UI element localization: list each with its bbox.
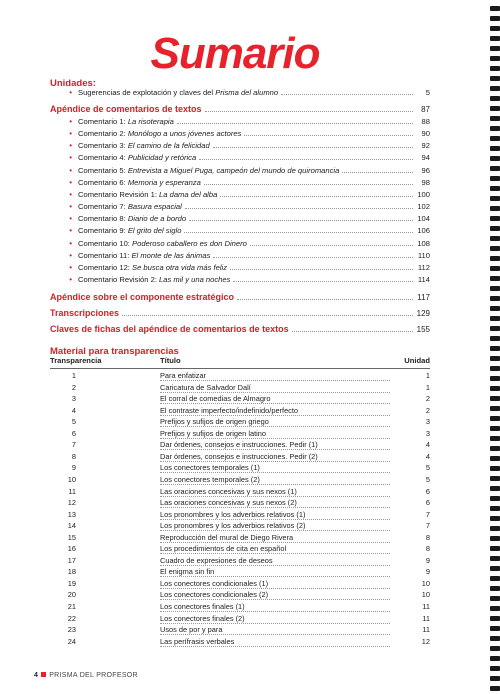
section-heading: Claves de fichas del apéndice de comentarios de textos xyxy=(50,324,289,334)
spiral-ring xyxy=(490,306,500,311)
toc-entry-label: Comentario 3: xyxy=(78,141,128,151)
unidades-heading: Unidades: xyxy=(50,78,96,89)
transparencia-number: 12 xyxy=(67,498,76,508)
transparencia-number: 9 xyxy=(71,463,76,473)
transparencia-unidad: 12 xyxy=(421,636,430,646)
transparencia-title: Prefijos y sufijos de origen griego xyxy=(160,417,269,427)
spiral-ring xyxy=(490,266,500,271)
toc-entry-italic: El grito del siglo xyxy=(127,226,182,236)
toc-entry-italic: Se busca otra vida más feliz xyxy=(132,262,227,272)
spiral-ring xyxy=(490,136,500,141)
transparencia-unidad: 2 xyxy=(425,394,430,404)
toc-entry-italic: Prisma del alumno xyxy=(215,88,279,97)
leader-dots xyxy=(122,315,413,316)
section-heading: Transcripciones xyxy=(50,308,120,318)
spiral-ring xyxy=(490,416,500,421)
leader-dots xyxy=(281,94,413,95)
toc-entry-comentario[interactable] xyxy=(50,224,430,236)
spiral-ring xyxy=(490,66,500,71)
table-row[interactable] xyxy=(50,566,430,577)
spiral-ring xyxy=(490,556,500,561)
bullet-icon: • xyxy=(69,262,72,272)
transparencia-title: Caricatura de Salvador Dalí xyxy=(160,382,251,392)
toc-entry-label: Comentario 12: xyxy=(78,262,133,272)
bullet-icon: • xyxy=(69,177,72,187)
toc-entry-label: Comentario 9: xyxy=(78,226,128,236)
toc-page-number: 110 xyxy=(417,250,430,260)
toc-page-number: 88 xyxy=(421,117,430,126)
toc-page-number: 5 xyxy=(425,88,430,97)
toc-entry-label: Comentario 1: xyxy=(78,117,128,126)
section-heading: Apéndice sobre el componente estratégico xyxy=(50,292,235,302)
transparencia-unidad: 3 xyxy=(425,428,430,438)
spiral-ring xyxy=(490,616,500,621)
bullet-icon: • xyxy=(69,250,72,260)
transparencia-number: 17 xyxy=(67,555,76,565)
toc-page-number: 92 xyxy=(421,141,430,151)
leader-dots xyxy=(292,331,413,332)
transparencia-unidad: 10 xyxy=(421,578,430,588)
toc-entry-comentario[interactable] xyxy=(50,151,430,163)
bullet-icon: • xyxy=(69,226,72,236)
spiral-ring xyxy=(490,106,500,111)
transparencia-number: 1 xyxy=(71,371,76,380)
transparencia-number: 19 xyxy=(67,578,76,588)
transparencia-number: 11 xyxy=(68,486,76,496)
transparencia-number: 18 xyxy=(67,567,76,577)
spiral-ring xyxy=(490,156,500,161)
toc-page-number: 106 xyxy=(417,226,430,236)
toc-entry-comentario[interactable] xyxy=(50,249,430,261)
spiral-ring xyxy=(490,426,500,431)
footer-page-number: 4 xyxy=(34,672,39,679)
bullet-icon: • xyxy=(69,202,72,212)
transparencia-title: El corral de comedias de Almagro xyxy=(160,394,271,404)
table-row[interactable] xyxy=(50,405,430,416)
leader-dots xyxy=(184,232,413,233)
toc-entry-label: Comentario 2: xyxy=(78,129,128,139)
spiral-ring xyxy=(490,356,500,361)
spiral-binding xyxy=(486,0,500,694)
toc-section[interactable] xyxy=(50,323,430,335)
transparencia-number: 6 xyxy=(71,428,76,438)
spiral-ring xyxy=(490,496,500,501)
spiral-ring xyxy=(490,36,500,41)
toc-entry-italic: La dama del alba xyxy=(159,189,218,199)
spiral-ring xyxy=(490,386,500,391)
transparencia-unidad: 10 xyxy=(421,590,430,600)
toc-entry-italic: Las mil y una noches xyxy=(159,274,231,284)
leader-dots xyxy=(185,208,413,209)
spiral-ring xyxy=(490,76,500,81)
leader-dots xyxy=(204,184,413,185)
transparencia-number: 15 xyxy=(67,532,76,542)
transparencia-number: 2 xyxy=(71,382,76,392)
spiral-ring xyxy=(490,596,500,601)
spiral-ring xyxy=(490,466,500,471)
spiral-ring xyxy=(490,476,500,481)
table-row[interactable] xyxy=(50,462,430,473)
table-row[interactable] xyxy=(50,520,430,531)
transparencia-unidad: 4 xyxy=(425,451,430,461)
toc-entry-label: Comentario 4: xyxy=(78,153,128,163)
transparencia-title: El enigma sin fin xyxy=(160,567,215,577)
toc-entry-comentario[interactable] xyxy=(50,273,430,285)
toc-entry-comentario[interactable] xyxy=(50,188,430,200)
toc-section[interactable] xyxy=(50,307,430,319)
toc-entry-comentario[interactable] xyxy=(50,164,430,176)
table-row[interactable] xyxy=(50,509,430,520)
spiral-ring xyxy=(490,646,500,651)
toc-page-number: 114 xyxy=(417,274,430,284)
transparencia-number: 4 xyxy=(71,405,76,415)
leader-dots xyxy=(250,245,413,246)
toc-entry-italic: El camino de la felicidad xyxy=(127,141,210,151)
transparencia-number: 22 xyxy=(67,613,76,623)
toc-page-number: 90 xyxy=(421,129,430,139)
transparencia-unidad: 11 xyxy=(422,613,430,623)
leader-dots xyxy=(244,135,413,136)
transparencia-unidad: 7 xyxy=(425,521,430,531)
spiral-ring xyxy=(490,286,500,291)
transparencia-number: 23 xyxy=(67,625,76,635)
leader-dots xyxy=(342,172,413,173)
spiral-ring xyxy=(490,196,500,201)
table-row[interactable] xyxy=(50,543,430,554)
spiral-ring xyxy=(490,246,500,251)
col-titulo: Título xyxy=(160,356,181,365)
transparencia-title: Los conectores finales (1) xyxy=(160,602,245,611)
transparencia-unidad: 4 xyxy=(425,440,430,450)
spiral-ring xyxy=(490,546,500,551)
toc-page-number: 104 xyxy=(417,214,430,224)
table-row[interactable] xyxy=(50,370,430,381)
table-row[interactable] xyxy=(50,393,430,404)
toc-entry-unidades[interactable] xyxy=(50,86,430,98)
spiral-ring xyxy=(490,376,500,381)
toc-entry-italic: Diario de a bordo xyxy=(127,214,187,224)
toc-entry-comentario[interactable] xyxy=(50,200,430,212)
spiral-ring xyxy=(490,316,500,321)
toc-entry-comentario[interactable] xyxy=(50,237,430,249)
table-row[interactable] xyxy=(50,439,430,450)
spiral-ring xyxy=(490,396,500,401)
spiral-ring xyxy=(490,96,500,101)
spiral-ring xyxy=(490,676,500,681)
bullet-icon: • xyxy=(69,165,72,175)
toc-entry-italic: Memoria y esperanza xyxy=(127,177,201,187)
spiral-ring xyxy=(490,116,500,121)
transparencia-unidad: 6 xyxy=(425,486,430,496)
transparencia-unidad: 8 xyxy=(425,544,430,554)
toc-entry-label: Comentario 7: xyxy=(78,202,128,212)
footer-text: PRISMA DEL PROFESOR xyxy=(49,672,138,679)
spiral-ring xyxy=(490,536,500,541)
leader-dots xyxy=(189,220,413,221)
transparencia-unidad: 9 xyxy=(425,567,430,577)
spiral-ring xyxy=(490,566,500,571)
spiral-ring xyxy=(490,666,500,671)
table-row[interactable] xyxy=(50,532,430,543)
transparencia-number: 7 xyxy=(71,440,76,450)
transparencia-title: Las perífrasis verbales xyxy=(160,636,235,646)
spiral-ring xyxy=(490,86,500,91)
toc-page-number: 102 xyxy=(417,202,430,212)
spiral-ring xyxy=(490,346,500,351)
spiral-ring xyxy=(490,176,500,181)
spiral-ring xyxy=(490,636,500,641)
spiral-ring xyxy=(490,576,500,581)
spiral-ring xyxy=(490,446,500,451)
toc-page-number: 155 xyxy=(416,325,430,334)
spiral-ring xyxy=(490,216,500,221)
spiral-ring xyxy=(490,256,500,261)
spiral-ring xyxy=(490,326,500,331)
table-row[interactable] xyxy=(50,451,430,462)
spiral-ring xyxy=(490,516,500,521)
transparencia-unidad: 5 xyxy=(425,474,430,484)
toc-entry-label: Comentario 6: xyxy=(78,177,128,187)
table-row[interactable] xyxy=(50,613,430,624)
toc-entry-label: Comentario Revisión 1: xyxy=(78,189,160,199)
transparencia-unidad: 3 xyxy=(425,417,430,427)
spiral-ring xyxy=(490,656,500,661)
bullet-icon: • xyxy=(69,274,72,284)
spiral-ring xyxy=(490,456,500,461)
spiral-ring xyxy=(490,686,500,691)
leader-dots xyxy=(205,111,413,112)
toc-entry-label: Comentario Revisión 2: xyxy=(78,274,160,284)
transparencia-number: 16 xyxy=(67,544,76,554)
toc-entry-italic: Entrevista a Miguel Puga, campeón del mundo de quiromancia xyxy=(127,165,340,175)
table-row[interactable] xyxy=(50,497,430,508)
transparencia-unidad: 9 xyxy=(425,555,430,565)
toc-section[interactable] xyxy=(50,291,430,303)
table-row[interactable] xyxy=(50,428,430,439)
spiral-ring xyxy=(490,486,500,491)
transparencia-title: Los conectores condicionales (2) xyxy=(160,590,269,600)
spiral-ring xyxy=(490,166,500,171)
table-row[interactable] xyxy=(50,382,430,393)
transparencia-title: Prefijos y sufijos de origen latino xyxy=(160,428,266,438)
table-row[interactable] xyxy=(50,486,430,497)
transparencia-unidad: 1 xyxy=(425,371,430,380)
spiral-ring xyxy=(490,46,500,51)
leader-dots xyxy=(213,147,413,148)
toc-page-number: 129 xyxy=(416,309,430,318)
transparencia-title: Los conectores condicionales (1) xyxy=(160,578,269,588)
toc-entry-comentario[interactable] xyxy=(50,176,430,188)
transparencia-title: Cuadro de expresiones de deseos xyxy=(160,555,273,565)
spiral-ring xyxy=(490,406,500,411)
transparencia-number: 13 xyxy=(67,509,76,519)
table-divider xyxy=(50,368,430,369)
toc-entry-italic: Poderoso caballero es don Dinero xyxy=(132,238,247,248)
toc-entry-comentario[interactable] xyxy=(50,139,430,151)
spiral-ring xyxy=(490,366,500,371)
col-unidad: Unidad xyxy=(404,356,430,365)
toc-page-number: 87 xyxy=(421,105,430,114)
spiral-ring xyxy=(490,226,500,231)
toc-entry-comentario[interactable] xyxy=(50,115,430,127)
square-icon xyxy=(41,672,46,677)
bullet-icon: • xyxy=(69,141,72,151)
transparencia-unidad: 2 xyxy=(425,405,430,415)
spiral-ring xyxy=(490,436,500,441)
leader-dots xyxy=(230,269,413,270)
transparencias-heading: Material para transparencias xyxy=(50,346,179,357)
transparencia-number: 14 xyxy=(67,521,76,531)
table-row[interactable] xyxy=(50,624,430,635)
spiral-ring xyxy=(490,626,500,631)
leader-dots xyxy=(177,123,413,124)
bullet-icon: • xyxy=(69,214,72,224)
bullet-icon: • xyxy=(69,88,72,97)
transparencia-title: Los conectores temporales (1) xyxy=(160,463,260,473)
spiral-ring xyxy=(490,276,500,281)
bullet-icon: • xyxy=(69,129,72,139)
toc-entry-italic: La risoterapia xyxy=(127,117,174,126)
spiral-ring xyxy=(490,16,500,21)
transparencia-number: 10 xyxy=(67,474,76,484)
spiral-ring xyxy=(490,606,500,611)
toc-entry-italic: El monte de las ánimas xyxy=(131,250,211,260)
toc-entry-label: Sugerencias de explotación y claves del xyxy=(78,88,216,97)
transparencia-number: 3 xyxy=(71,394,76,404)
spiral-ring xyxy=(490,56,500,61)
toc-page-number: 98 xyxy=(421,177,430,187)
spiral-ring xyxy=(490,236,500,241)
toc-page-number: 108 xyxy=(417,238,430,248)
bullet-icon: • xyxy=(69,238,72,248)
transparencia-unidad: 8 xyxy=(425,532,430,542)
spiral-ring xyxy=(490,146,500,151)
toc-entry-label: Comentario 5: xyxy=(78,165,128,175)
spiral-ring xyxy=(490,336,500,341)
transparencia-unidad: 11 xyxy=(422,625,430,635)
toc-entry-comentario[interactable] xyxy=(50,127,430,139)
transparencia-title: Los procedimientos de cita en español xyxy=(160,544,287,554)
page-footer xyxy=(34,672,138,679)
toc-page-number: 94 xyxy=(421,153,430,163)
transparencia-title: Las oraciones concesivas y sus nexos (2) xyxy=(160,498,297,508)
toc-page-number: 117 xyxy=(417,293,430,302)
table-row[interactable] xyxy=(50,589,430,600)
col-transparencia: Transparencia xyxy=(50,356,102,365)
table-row[interactable] xyxy=(50,474,430,485)
toc-entry-label: Comentario 10: xyxy=(78,238,133,248)
toc-page-number: 112 xyxy=(417,262,430,272)
transparencia-unidad: 5 xyxy=(425,463,430,473)
page-title: Sumario xyxy=(150,29,320,78)
bullet-icon: • xyxy=(69,117,72,126)
spiral-ring xyxy=(490,296,500,301)
transparencia-title: Los pronombres y los adverbios relativos (1) xyxy=(160,509,306,519)
toc-entry-comentario[interactable] xyxy=(50,261,430,273)
transparencia-title: Los conectores temporales (2) xyxy=(160,474,260,484)
transparencia-title: El contraste imperfecto/indefinido/perfecto xyxy=(160,405,299,415)
section-heading: Apéndice de comentarios de textos xyxy=(50,104,202,114)
bullet-icon: • xyxy=(69,153,72,163)
leader-dots xyxy=(233,281,413,282)
toc-entry-label: Comentario 11: xyxy=(78,250,132,260)
transparencia-number: 5 xyxy=(71,417,76,427)
table-row[interactable] xyxy=(50,578,430,589)
toc-section-apendice-textos[interactable] xyxy=(50,103,430,115)
transparencia-unidad: 7 xyxy=(425,509,430,519)
table-row[interactable] xyxy=(50,601,430,612)
spiral-ring xyxy=(490,586,500,591)
toc-entry-italic: Basura espacial xyxy=(127,202,182,212)
spiral-ring xyxy=(490,126,500,131)
leader-dots xyxy=(199,159,413,160)
toc-entry-italic: Publicidad y retórica xyxy=(127,153,197,163)
transparencia-number: 20 xyxy=(67,590,76,600)
spiral-ring xyxy=(490,206,500,211)
transparencia-title: Las oraciones concesivas y sus nexos (1) xyxy=(160,486,297,496)
transparencia-number: 8 xyxy=(71,451,76,461)
toc-entry-comentario[interactable] xyxy=(50,212,430,224)
toc-entry-italic: Monólogo a unos jóvenes actores xyxy=(127,129,242,139)
spiral-ring xyxy=(490,26,500,31)
table-row[interactable] xyxy=(50,636,430,647)
transparencia-unidad: 11 xyxy=(422,602,430,611)
spiral-ring xyxy=(490,506,500,511)
transparencia-title: Los pronombres y los adverbios relativos (2) xyxy=(160,521,306,531)
toc-page-number: 96 xyxy=(421,165,430,175)
leader-dots xyxy=(213,257,413,258)
leader-dots xyxy=(220,196,413,197)
transparencia-number: 24 xyxy=(67,636,76,646)
table-row[interactable] xyxy=(50,555,430,566)
bullet-icon: • xyxy=(69,189,72,199)
toc-page-number: 100 xyxy=(417,189,430,199)
spiral-ring xyxy=(490,6,500,11)
transparencia-unidad: 1 xyxy=(425,382,430,392)
transparencia-unidad: 6 xyxy=(425,498,430,508)
table-header xyxy=(50,356,430,368)
transparencia-title: Dar órdenes, consejos e instrucciones. Pedir (1) xyxy=(160,440,318,450)
spiral-ring xyxy=(490,186,500,191)
transparencia-title: Para enfatizar xyxy=(160,371,207,380)
transparencia-title: Los conectores finales (2) xyxy=(160,613,245,623)
toc-entry-label: Comentario 8: xyxy=(78,214,128,224)
transparencia-title: Reproducción del mural de Diego Rivera xyxy=(160,532,294,542)
table-row[interactable] xyxy=(50,416,430,427)
transparencia-title: Dar órdenes, consejos e instrucciones. Pedir (2) xyxy=(160,451,318,461)
transparencia-number: 21 xyxy=(67,602,76,611)
transparencia-title: Usos de por y para xyxy=(160,625,223,635)
leader-dots xyxy=(237,299,413,300)
spiral-ring xyxy=(490,526,500,531)
